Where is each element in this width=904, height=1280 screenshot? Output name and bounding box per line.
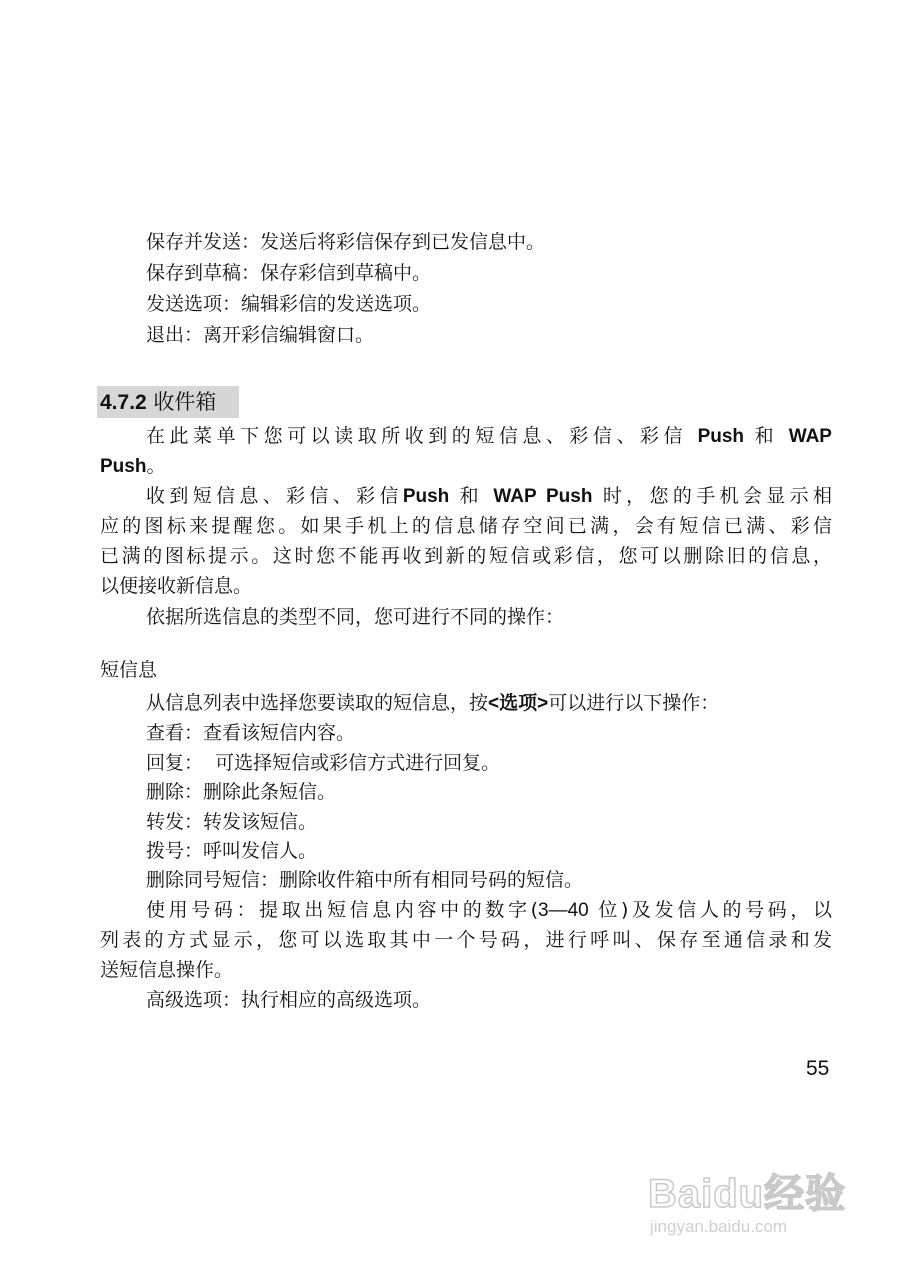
- use-number-line-3: 送短信息操作。: [100, 959, 234, 981]
- subheading-sms: 短信息: [100, 659, 158, 681]
- intro-line-1: 在此菜单下您可以读取所收到的短信息、彩信、彩信 Push 和 WAP: [146, 425, 832, 447]
- list-intro: 从信息列表中选择您要读取的短信息，按<选项>可以进行以下操作：: [146, 692, 720, 714]
- menu-item-save-and-send: 保存并发送：发送后将彩信保存到已发信息中。: [146, 231, 546, 253]
- intro-line-2: Push。: [100, 455, 166, 477]
- option-delete-same-number: 删除同号短信：删除收件箱中所有相同号码的短信。: [146, 869, 584, 891]
- baidu-watermark: [648, 1150, 868, 1260]
- option-forward: 转发：转发该短信。: [146, 811, 318, 833]
- notice-line-3: 已满的图标提示。这时您不能再收到新的短信或彩信，您可以删除旧的信息，: [100, 545, 832, 567]
- notice-line-4: 以便接收新信息。: [100, 575, 253, 597]
- notice-line-2: 应的图标来提醒您。如果手机上的信息储存空间已满，会有短信已满、彩信: [100, 515, 832, 537]
- menu-item-exit: 退出：离开彩信编辑窗口。: [146, 324, 375, 346]
- watermark-url: jingyan.baidu.com: [650, 1217, 788, 1236]
- use-number-line-2: 列表的方式显示，您可以选取其中一个号码，进行呼叫、保存至通信录和发: [100, 929, 832, 951]
- section-title: 收件箱: [153, 390, 217, 414]
- use-number-line-1: 使用号码：提取出短信息内容中的数字(3—40 位)及发信人的号码，以: [146, 899, 833, 921]
- operation-note: 依据所选信息的类型不同，您可进行不同的操作：: [146, 606, 565, 628]
- option-view: 查看：查看该短信内容。: [146, 722, 356, 744]
- option-reply: 回复： 可选择短信或彩信方式进行回复。: [146, 752, 501, 774]
- page-number: 55: [806, 1057, 830, 1080]
- option-dial: 拨号：呼叫发信人。: [146, 840, 318, 862]
- section-heading: [100, 388, 216, 417]
- menu-item-save-to-draft: 保存到草稿：保存彩信到草稿中。: [146, 262, 432, 284]
- menu-item-send-options: 发送选项：编辑彩信的发送选项。: [146, 293, 432, 315]
- option-delete: 删除：删除此条短信。: [146, 781, 337, 803]
- notice-line-1: 收到短信息、彩信、彩信Push 和 WAP Push 时，您的手机会显示相: [146, 485, 832, 507]
- watermark-logo: Baidu经验: [648, 1172, 847, 1216]
- option-advanced: 高级选项：执行相应的高级选项。: [146, 989, 432, 1011]
- section-number: 4.7.2: [100, 391, 147, 414]
